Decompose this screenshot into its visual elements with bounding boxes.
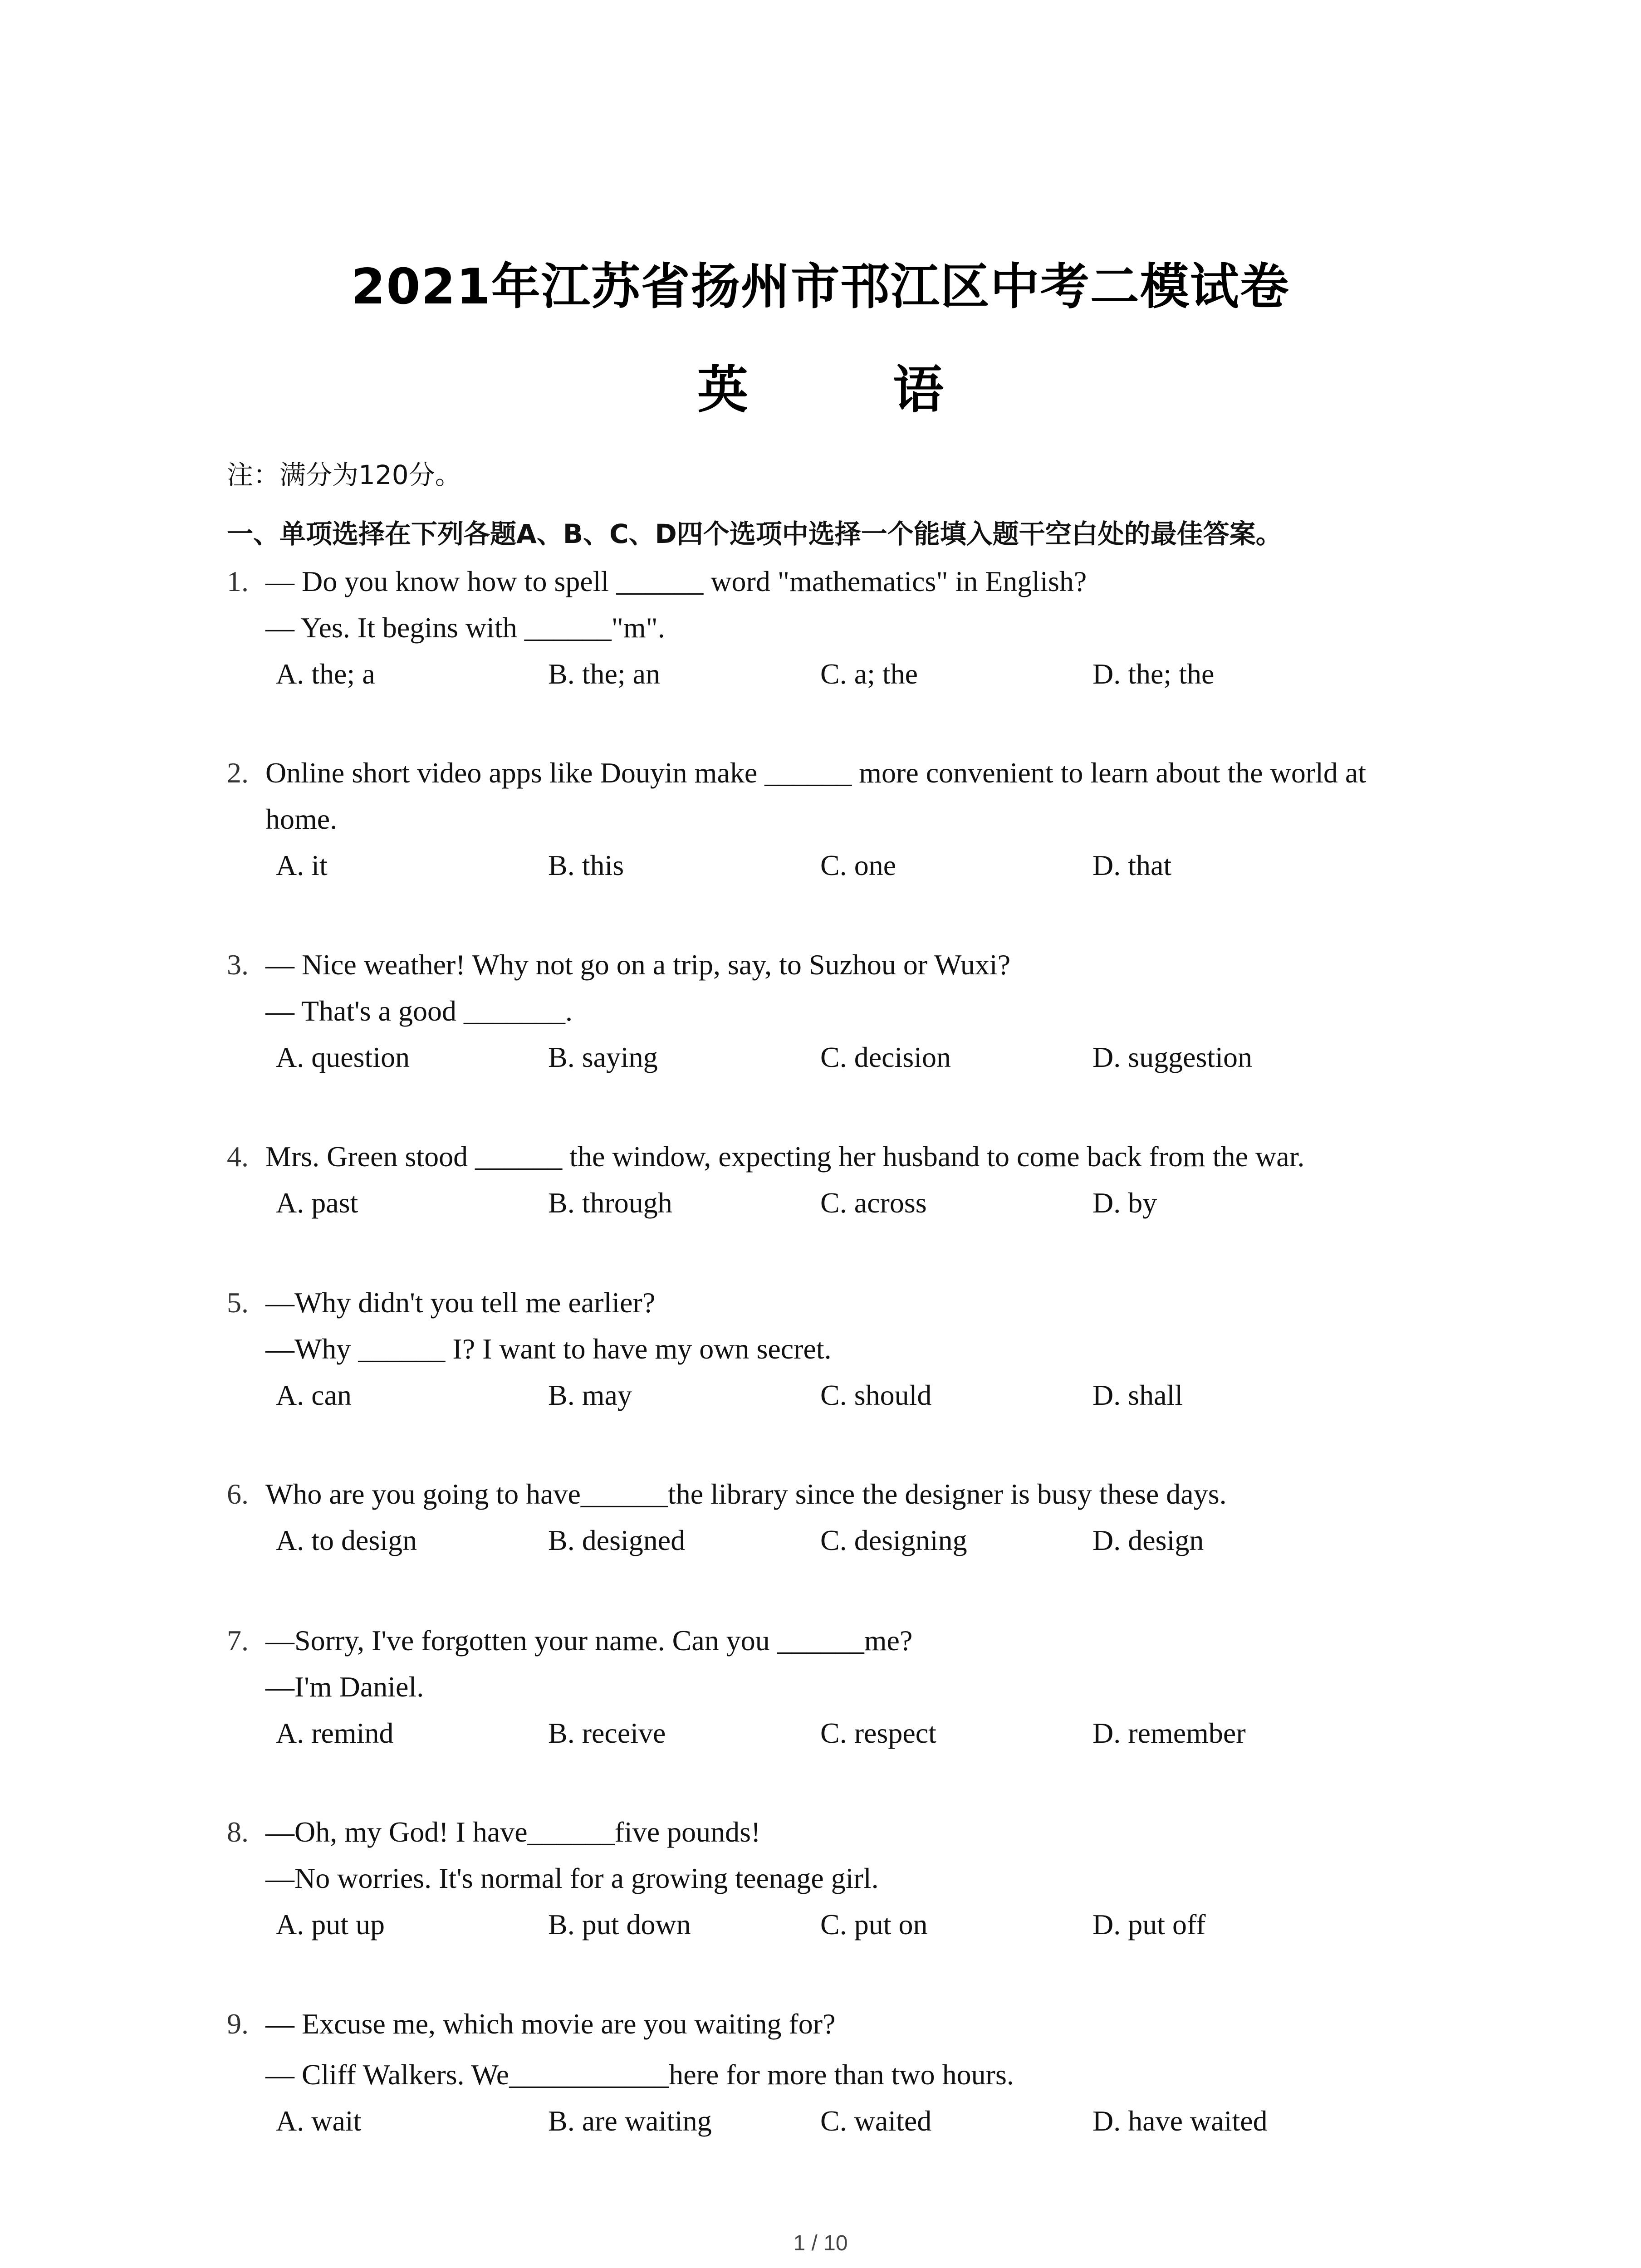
option-c: C. designing — [820, 1524, 967, 1556]
option-d: D. the; the — [1092, 658, 1215, 690]
question-line: Who are you going to have______the library since the designer is busy these days. — [265, 1478, 1227, 1510]
option-a: A. can — [276, 1379, 352, 1411]
question-number: 5. — [227, 1286, 249, 1319]
question-number: 6. — [227, 1478, 249, 1510]
option-b: B. this — [548, 849, 624, 881]
option-d: D. have waited — [1092, 2105, 1268, 2137]
score-note: 注：满分为120分。 — [227, 459, 461, 490]
question-line: home. — [265, 803, 338, 835]
option-b: B. through — [548, 1187, 672, 1219]
option-a: A. to design — [276, 1524, 417, 1556]
option-c: C. respect — [820, 1717, 936, 1749]
question-number: 2. — [227, 757, 249, 789]
exam-title: 2021年江苏省扬州市邗江区中考二模试卷 — [351, 259, 1290, 315]
option-b: B. put down — [548, 1908, 691, 1941]
option-a: A. put up — [276, 1908, 385, 1941]
option-b: B. are waiting — [548, 2105, 712, 2137]
option-b: B. receive — [548, 1717, 666, 1749]
question-line: — Cliff Walkers. We___________here for more than two hours. — [265, 2058, 1014, 2091]
option-c: C. one — [820, 849, 896, 881]
option-a: A. question — [276, 1041, 410, 1073]
question-line: — Nice weather! Why not go on a trip, say, to Suzhou or Wuxi? — [265, 948, 1011, 981]
option-a: A. past — [276, 1187, 358, 1219]
page-number: 1 / 10 — [793, 2231, 848, 2255]
question-number: 8. — [227, 1816, 249, 1848]
question-line: —Why ______ I? I want to have my own secret. — [265, 1333, 832, 1365]
option-a: A. the; a — [276, 658, 375, 690]
option-d: D. design — [1092, 1524, 1204, 1556]
question-line: —I'm Daniel. — [265, 1671, 424, 1703]
option-a: A. it — [276, 849, 328, 881]
option-c: C. decision — [820, 1041, 951, 1073]
question-number: 7. — [227, 1624, 249, 1657]
option-c: C. across — [820, 1187, 927, 1219]
question-line: — Excuse me, which movie are you waiting for? — [265, 2008, 836, 2040]
option-c: C. waited — [820, 2105, 932, 2137]
question-line: —Oh, my God! I have______five pounds! — [265, 1816, 761, 1848]
question-number: 1. — [227, 565, 249, 597]
option-d: D. suggestion — [1092, 1041, 1252, 1073]
option-c: C. a; the — [820, 658, 918, 690]
option-d: D. shall — [1092, 1379, 1183, 1411]
option-d: D. put off — [1092, 1908, 1206, 1941]
option-c: C. put on — [820, 1908, 928, 1941]
question-line: — Do you know how to spell ______ word "mathematics" in English? — [265, 565, 1087, 597]
question-line: —Sorry, I've forgotten your name. Can you ______me? — [265, 1624, 913, 1657]
exam-subject: 英 语 — [697, 361, 1007, 420]
question-line: — Yes. It begins with ______"m". — [265, 611, 665, 644]
option-b: B. saying — [548, 1041, 658, 1073]
question-number: 3. — [227, 948, 249, 981]
option-a: A. remind — [276, 1717, 394, 1749]
question-line: —No worries. It's normal for a growing teenage girl. — [265, 1862, 879, 1894]
option-b: B. may — [548, 1379, 632, 1411]
option-d: D. remember — [1092, 1717, 1246, 1749]
question-line: Mrs. Green stood ______ the window, expecting her husband to come back from the war. — [265, 1140, 1305, 1173]
option-c: C. should — [820, 1379, 932, 1411]
question-number: 4. — [227, 1140, 249, 1173]
option-d: D. that — [1092, 849, 1172, 881]
question-line: Online short video apps like Douyin make ______ more convenient to learn about the world at — [265, 757, 1367, 789]
option-d: D. by — [1092, 1187, 1157, 1219]
option-a: A. wait — [276, 2105, 362, 2137]
question-number: 9. — [227, 2008, 249, 2040]
option-b: B. designed — [548, 1524, 686, 1556]
question-line: —Why didn't you tell me earlier? — [265, 1286, 656, 1319]
option-b: B. the; an — [548, 658, 661, 690]
section-title: 一、单项选择在下列各题A、B、C、D四个选项中选择一个能填入题干空白处的最佳答案。 — [227, 518, 1282, 549]
question-line: — That's a good _______. — [265, 995, 573, 1027]
